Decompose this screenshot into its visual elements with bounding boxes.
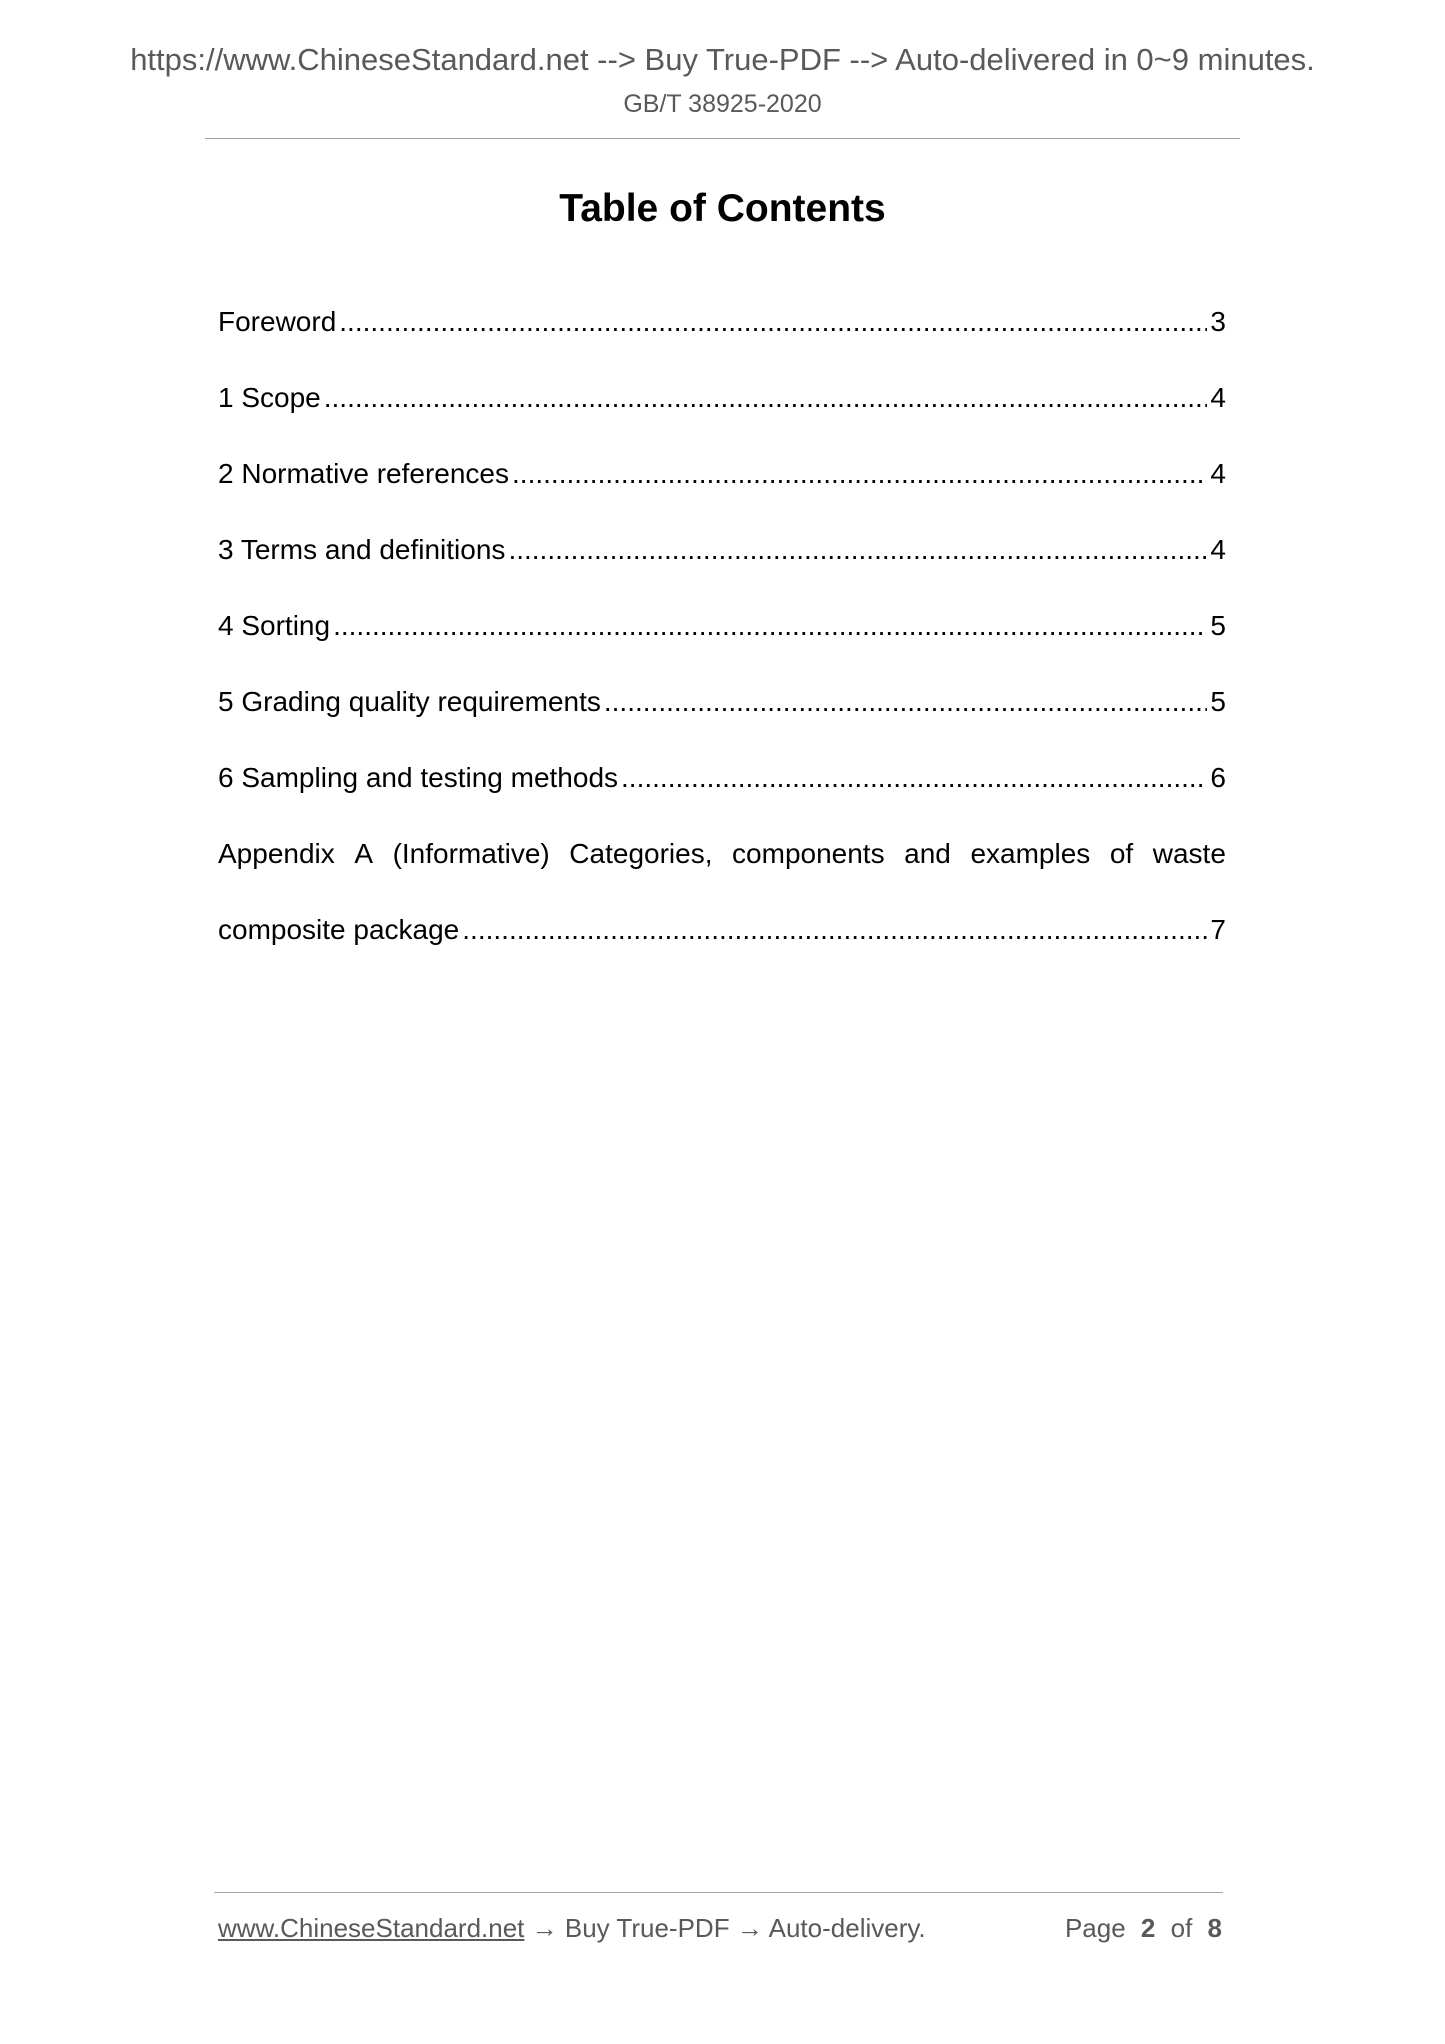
toc-leader-dots bbox=[621, 756, 1207, 800]
toc-leader-dots bbox=[324, 376, 1208, 420]
toc-entry-appendix-a-line2[interactable] bbox=[218, 908, 1226, 984]
toc-entry-page: 3 bbox=[1210, 306, 1226, 337]
toc-leader-dots bbox=[333, 604, 1207, 648]
toc-leader-dots bbox=[604, 680, 1208, 724]
toc-entry-label: 5 Grading quality requirements bbox=[218, 686, 601, 717]
toc-entry-label: 6 Sampling and testing methods bbox=[218, 762, 619, 793]
footer-site-link[interactable]: www.ChineseStandard.net bbox=[218, 1913, 525, 1943]
toc-entry-terms-and-definitions[interactable] bbox=[218, 528, 1226, 604]
toc-leader-dots bbox=[462, 908, 1207, 952]
toc-entry-grading-quality[interactable] bbox=[218, 680, 1226, 756]
page-word: Page bbox=[1064, 1913, 1126, 1943]
page-footer bbox=[218, 1908, 1222, 1948]
toc-entry-page: 5 bbox=[1210, 610, 1226, 641]
toc-entry-foreword[interactable] bbox=[218, 300, 1226, 376]
footer-left bbox=[218, 1908, 926, 1948]
toc-entry-sorting[interactable] bbox=[218, 604, 1226, 680]
footer-delivery-text: Auto-delivery. bbox=[768, 1913, 926, 1943]
toc-appendix-word: of bbox=[1109, 838, 1134, 869]
toc-entry-page: 6 bbox=[1210, 762, 1226, 793]
toc-appendix-word: waste bbox=[1152, 838, 1226, 869]
toc-entry-page: 4 bbox=[1210, 534, 1226, 565]
header-divider bbox=[205, 138, 1240, 139]
arrow-right-icon: → bbox=[531, 1913, 558, 1943]
toc-entry-page: 4 bbox=[1210, 382, 1226, 413]
arrow-right-icon: → bbox=[736, 1913, 763, 1943]
standard-code: GB/T 38925-2020 bbox=[623, 90, 822, 118]
toc-entry-appendix-a-line1[interactable] bbox=[218, 832, 1226, 908]
toc-entry-page: 7 bbox=[1210, 914, 1226, 945]
toc-appendix-word: Appendix bbox=[218, 838, 335, 869]
toc-title: Table of Contents bbox=[559, 187, 886, 230]
total-pages: 8 bbox=[1207, 1913, 1222, 1943]
toc-entry-label: Foreword bbox=[218, 306, 337, 337]
toc-entry-label: 3 Terms and definitions bbox=[218, 534, 506, 565]
toc-leader-dots bbox=[508, 528, 1207, 572]
toc-entry-label: 1 Scope bbox=[218, 382, 321, 413]
toc-entry-label: 2 Normative references bbox=[218, 458, 510, 489]
site-banner: https://www.ChineseStandard.net --> Buy True-PDF --> Auto-delivered in 0~9 minutes. bbox=[130, 42, 1315, 77]
toc-leader-dots bbox=[339, 300, 1207, 344]
toc-entry-sampling-testing[interactable] bbox=[218, 756, 1226, 832]
toc-appendix-word: A bbox=[354, 838, 374, 869]
footer-divider bbox=[214, 1892, 1223, 1893]
toc-entry-scope[interactable] bbox=[218, 376, 1226, 452]
current-page: 2 bbox=[1140, 1913, 1156, 1943]
toc-entry-page: 5 bbox=[1210, 686, 1226, 717]
toc-appendix-word: and bbox=[904, 838, 951, 869]
toc-entry-label: 4 Sorting bbox=[218, 610, 331, 641]
toc-appendix-word: Categories, bbox=[569, 838, 713, 869]
table-of-contents bbox=[218, 300, 1226, 984]
toc-appendix-word: components bbox=[732, 838, 885, 869]
toc-entry-page: 4 bbox=[1210, 458, 1226, 489]
toc-leader-dots bbox=[512, 452, 1207, 496]
footer-buy-text: Buy True-PDF bbox=[564, 1913, 730, 1943]
toc-entry-normative-references[interactable] bbox=[218, 452, 1226, 528]
toc-entry-label: composite package bbox=[218, 914, 460, 945]
toc-appendix-word: (Informative) bbox=[392, 838, 550, 869]
of-word: of bbox=[1170, 1913, 1193, 1943]
toc-appendix-word: examples bbox=[970, 838, 1091, 869]
page-number bbox=[1065, 1908, 1222, 1948]
